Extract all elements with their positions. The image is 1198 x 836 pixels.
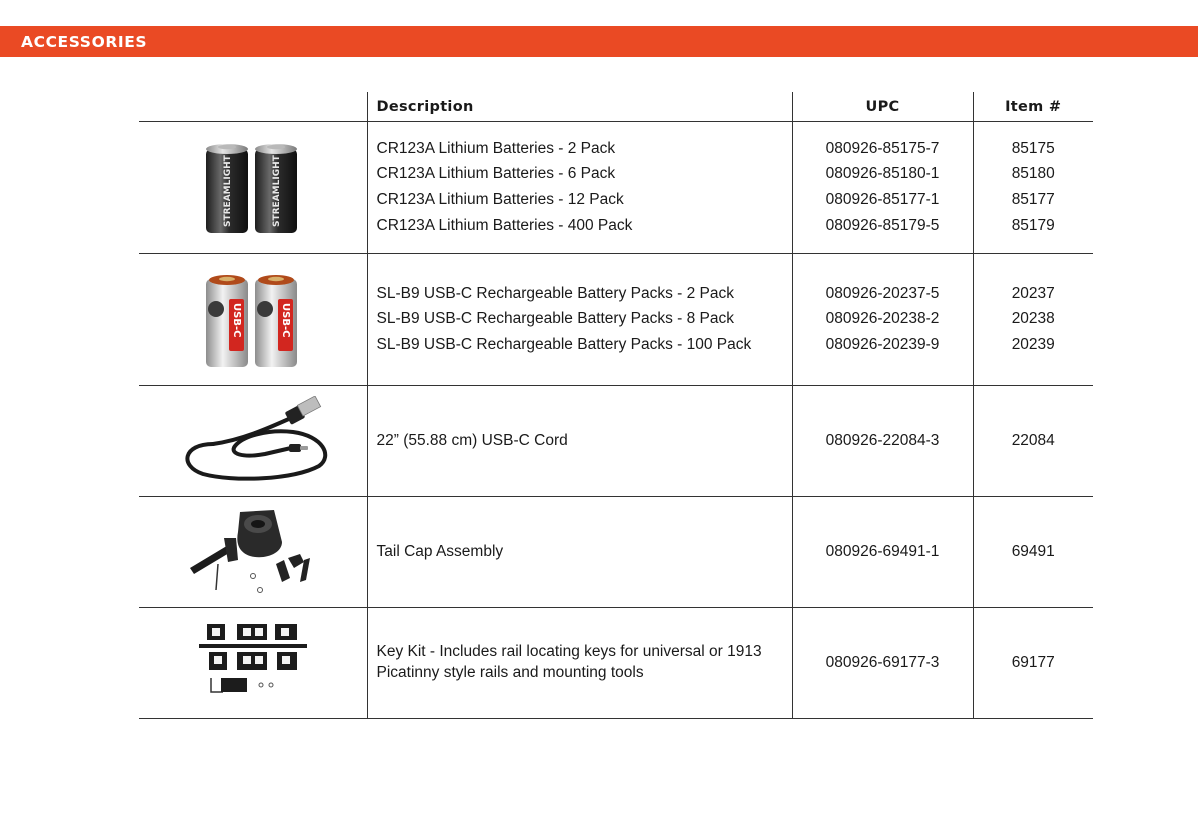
description-line: Key Kit - Includes rail locating keys for universal or 1913 Picatinny style rails and mounting tools xyxy=(376,643,762,681)
description-line: CR123A Lithium Batteries - 2 Pack xyxy=(376,139,616,157)
upc-value: 080926-20239-9 xyxy=(825,335,940,353)
upc-cell xyxy=(792,253,973,385)
item-number: 20239 xyxy=(1011,335,1055,353)
column-header-upc: UPC xyxy=(792,92,973,121)
item-cell xyxy=(973,607,1093,718)
upc-value: 080926-85175-7 xyxy=(825,139,940,157)
item-cell xyxy=(973,385,1093,496)
accessories-table xyxy=(139,92,1093,719)
item-number: 20238 xyxy=(1011,310,1055,328)
description-cell xyxy=(367,385,792,496)
upc-cell xyxy=(792,385,973,496)
description-cell xyxy=(367,607,792,718)
item-number: 69177 xyxy=(1011,653,1055,671)
upc-value: 080926-85177-1 xyxy=(825,191,940,208)
item-number: 85175 xyxy=(1011,139,1055,157)
battery-brand-label: STREAMLIGHT xyxy=(222,155,233,227)
table-row xyxy=(139,385,1093,496)
item-number: 85179 xyxy=(1011,216,1055,234)
column-header-description: Description xyxy=(367,92,792,121)
cr123a-batteries-icon xyxy=(198,137,308,237)
upc-value: 080926-69491-1 xyxy=(825,542,940,560)
upc-cell xyxy=(792,121,973,253)
product-image-cell xyxy=(139,253,367,385)
description-cell xyxy=(367,496,792,607)
item-number: 85180 xyxy=(1011,165,1055,183)
product-image-cell xyxy=(139,385,367,496)
item-number: 22084 xyxy=(1011,431,1055,449)
upc-cell xyxy=(792,496,973,607)
upc-value: 080926-85180-1 xyxy=(825,165,940,183)
upc-value: 080926-20237-5 xyxy=(825,284,940,302)
description-cell xyxy=(367,121,792,253)
key-kit-icon xyxy=(193,618,313,708)
column-header-item: Item # xyxy=(973,92,1093,121)
usb-c-label: USB-C xyxy=(279,303,291,338)
section-banner xyxy=(0,26,1198,57)
description-line: SL-B9 USB-C Rechargeable Battery Packs - 2 Pack xyxy=(376,284,735,302)
item-number: 69491 xyxy=(1011,542,1055,560)
usb-c-rechargeable-batteries-icon xyxy=(198,267,308,371)
product-image-cell xyxy=(139,607,367,718)
description-line: CR123A Lithium Batteries - 6 Pack xyxy=(376,165,616,183)
upc-value: 080926-20238-2 xyxy=(825,310,940,328)
upc-value: 080926-22084-3 xyxy=(825,431,940,449)
table-row xyxy=(139,121,1093,253)
battery-brand-label: STREAMLIGHT xyxy=(271,155,282,227)
table-row xyxy=(139,253,1093,385)
product-image-cell xyxy=(139,496,367,607)
table-row xyxy=(139,607,1093,718)
upc-value: 080926-69177-3 xyxy=(825,653,940,671)
table-header-row xyxy=(139,92,1093,121)
usb-c-label: USB-C xyxy=(230,303,242,338)
description-cell xyxy=(367,253,792,385)
description-line: Tail Cap Assembly xyxy=(376,542,504,560)
upc-cell xyxy=(792,607,973,718)
description-line: SL-B9 USB-C Rechargeable Battery Packs - 100 Pack xyxy=(376,335,752,353)
description-line: CR123A Lithium Batteries - 12 Pack xyxy=(376,191,624,208)
item-cell xyxy=(973,253,1093,385)
section-title: ACCESSORIES xyxy=(21,33,148,51)
description-line: 22” (55.88 cm) USB-C Cord xyxy=(376,431,568,449)
column-header-image xyxy=(139,92,367,121)
tail-cap-assembly-icon xyxy=(178,502,328,602)
item-number: 85177 xyxy=(1011,191,1055,208)
description-line: SL-B9 USB-C Rechargeable Battery Packs - 8 Pack xyxy=(376,310,735,328)
upc-value: 080926-85179-5 xyxy=(825,216,940,234)
item-cell xyxy=(973,496,1093,607)
product-image-cell xyxy=(139,121,367,253)
description-line: CR123A Lithium Batteries - 400 Pack xyxy=(376,216,633,234)
table-row xyxy=(139,496,1093,607)
item-cell xyxy=(973,121,1093,253)
item-number: 20237 xyxy=(1011,284,1055,302)
usb-c-cord-icon xyxy=(173,396,333,486)
